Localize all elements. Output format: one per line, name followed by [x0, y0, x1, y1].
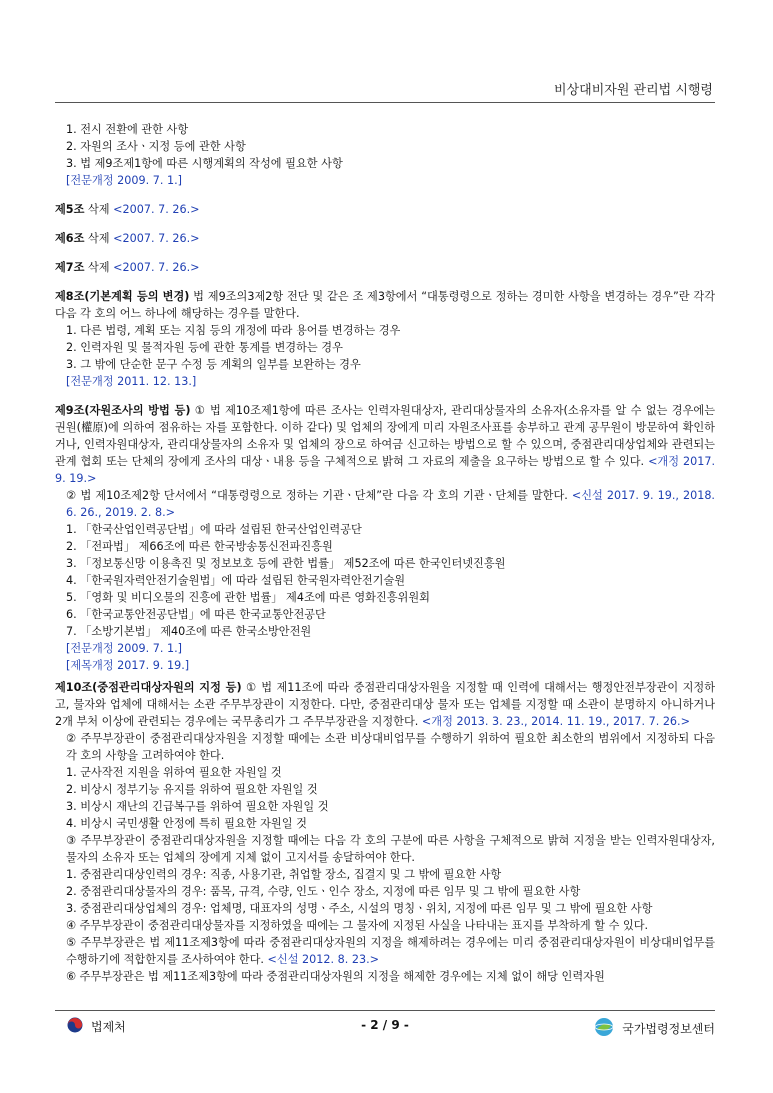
revision-note: [전문개정 2009. 7. 1.]: [66, 642, 183, 655]
footer: [55, 1017, 715, 1039]
article-text: 삭제: [84, 232, 114, 245]
amendment-note[interactable]: <개정 2013. 3. 23., 2014. 11. 19., 2017. 7. 26.>: [421, 715, 690, 728]
document-body: [55, 121, 715, 985]
article-10: [55, 679, 715, 730]
article-title: 제8조(기본계획 등의 변경): [55, 290, 190, 303]
list-item: 1. 「한국산업인력공단법」에 따라 설립된 한국산업인력공단: [66, 523, 362, 536]
amendment-note[interactable]: <신설 2017. 9. 19., 2018. 6. 26., 2019. 2. 8.>: [66, 489, 715, 519]
footer-right: [594, 1017, 715, 1040]
footer-ministry: 법제처: [91, 1020, 126, 1034]
paragraph: ① 법 제11조에 따라 중점관리대상자원을 지정할 때 인력에 대해서는 행정안전부장관이 지정하고, 물자와 업체에 대해서는 소관 주무부장관이 지정한다. 다만, 중점관리대상 물자 또는 업체를 지정할 때 소관이 분명하지 아니하거나 2개 부처 이상에 관련되는 경우에는 국무총리가 그 주무부장관을 지정한다.: [55, 681, 716, 728]
article-9: [55, 402, 715, 487]
revision-note: [제목개정 2017. 9. 19.]: [66, 659, 190, 672]
amendment-note[interactable]: <신설 2012. 8. 23.>: [267, 953, 380, 966]
article-number: 제6조: [55, 232, 85, 245]
list-item: 2. 인력자원 및 물적자원 등에 관한 통계를 변경하는 경우: [66, 341, 343, 354]
paragraph: ② 주무부장관이 중점관리대상자원을 지정할 때에는 소관 비상대비업무를 수행하기 위하여 필요한 최소한의 범위에서 지정하되 다음 각 호의 사항을 고려하여야 한다.: [66, 732, 715, 762]
list-item: 1. 전시 전환에 관한 사항: [66, 123, 189, 136]
list-item: 2. 「전파법」 제66조에 따른 한국방송통신전파진흥원: [66, 540, 333, 553]
article-6: [55, 230, 715, 247]
amendment-note[interactable]: <2007. 7. 26.>: [113, 232, 200, 245]
list-item: 3. 법 제9조제1항에 따른 시행계획의 작성에 필요한 사항: [66, 157, 343, 170]
page-number: - 2 / 9 -: [361, 1018, 409, 1032]
article-title: 제10조(중점관리대상자원의 지정 등): [55, 681, 242, 694]
amendment-note[interactable]: <2007. 7. 26.>: [113, 261, 200, 274]
paragraph: ① 법 제10조제1항에 따른 조사는 인력자원대상자, 관리대상물자의 소유자(소유자를 알 수 없는 경우에는 권원(權原)에 의하여 점유하는 자를 포함한다. 이하 같다) 및 업체의 장에게 미리 자원조사표를 송부하고 관계 공무원이 방문하여 확인하거나, 인력자원대상자, 관리대상물자의 소유자 및 업체의 장으로 하여금 신고하는 방법으로 할 수 있으며, 중점관리대상업체와 관련되는 관계 협회 또는 단체의 장에게 조사의 대상ㆍ내용 등을 구체적으로 밝혀 그 자료의 제출을 요구하는 방법으로 할 수 있다.: [55, 404, 715, 468]
amendment-note[interactable]: <개정 2017. 9. 19.>: [55, 455, 716, 485]
paragraph: ⑥ 주무부장관은 법 제11조제3항에 따라 중점관리대상자원의 지정을 해제한 경우에는 지체 없이 해당 인력자원: [66, 970, 605, 983]
list-item: 1. 다른 법령, 계획 또는 지침 등의 개정에 따라 용어를 변경하는 경우: [66, 324, 401, 337]
paragraph: [55, 934, 715, 968]
list-item: 1. 군사작전 지원을 위하여 필요한 자원일 것: [66, 766, 282, 779]
globe-logo-icon: [594, 1017, 614, 1040]
list-item: 4. 「한국원자력안전기술원법」에 따라 설립된 한국원자력안전기술원: [66, 574, 406, 587]
article-number: 제5조: [55, 203, 85, 216]
amendment-note[interactable]: <2007. 7. 26.>: [113, 203, 200, 216]
article-number: 제7조: [55, 261, 85, 274]
list-item: 3. 그 밖에 단순한 문구 수정 등 계획의 일부를 보완하는 경우: [66, 358, 361, 371]
article-text: 삭제: [84, 261, 114, 274]
paragraph-text: ⑤ 주무부장관은 법 제11조제3항에 따라 중점관리대상자원의 지정을 해제하려는 경우에는 미리 중점관리대상자원이 비상대비업무를 수행하기에 적합한지를 조사하여야 한다.: [66, 936, 715, 966]
paragraph: ③ 주무부장관이 중점관리대상자원을 지정할 때에는 다음 각 호의 구분에 따른 사항을 구체적으로 밝혀 지정을 받는 인력자원대상자, 물자의 소유자 또는 업체의 장에게 지체 없이 고지서를 송달하여야 한다.: [66, 834, 715, 864]
revision-note: [전문개정 2011. 12. 13.]: [66, 375, 197, 388]
article-8: [55, 288, 715, 322]
list-item: 2. 자원의 조사ㆍ지정 등에 관한 사항: [66, 140, 246, 153]
list-item: 3. 「정보통신망 이용촉진 및 정보보호 등에 관한 법률」 제52조에 따른 한국인터넷진흥원: [66, 557, 506, 570]
article-5: [55, 201, 715, 218]
footer-center-name: 국가법령정보센터: [622, 1022, 715, 1036]
paragraph: [55, 487, 715, 521]
list-item: 6. 「한국교통안전공단법」에 따른 한국교통안전공단: [66, 608, 326, 621]
list-item: 5. 「영화 및 비디오물의 진흥에 관한 법률」 제4조에 따른 영화진흥위원회: [66, 591, 430, 604]
article-title: 제9조(자원조사의 방법 등): [55, 404, 191, 417]
list-item: 2. 중점관리대상물자의 경우: 품목, 규격, 수량, 인도ㆍ인수 장소, 지정에 따른 임무 및 그 밖에 필요한 사항: [66, 885, 581, 898]
header-divider: [55, 102, 715, 103]
list-item: 7. 「소방기본법」 제40조에 따른 한국소방안전원: [66, 625, 312, 638]
list-item: 3. 중점관리대상업체의 경우: 업체명, 대표자의 성명ㆍ주소, 시설의 명칭ㆍ위치, 지정에 따른 임무 및 그 밖에 필요한 사항: [66, 902, 653, 915]
paragraph-text: ② 법 제10조제2항 단서에서 “대통령령으로 정하는 기관ㆍ단체”란 다음 각 호의 기관ㆍ단체를 말한다.: [66, 489, 572, 502]
document-title: 비상대비자원 관리법 시행령: [554, 83, 713, 98]
revision-note: [전문개정 2009. 7. 1.]: [66, 174, 183, 187]
article-7: [55, 259, 715, 276]
paragraph: ④ 주무부장관이 중점관리대상물자를 지정하였을 때에는 그 물자에 지정된 사실을 나타내는 표지를 부착하게 할 수 있다.: [66, 919, 649, 932]
article-body: 법 제9조의3제2항 전단 및 같은 조 제3항에서 “대통령령으로 정하는 경미한 사항을 변경하는 경우”란 각각 다음 각 호의 어느 하나에 해당하는 경우를 말한다.: [55, 290, 715, 320]
list-item: 3. 비상시 재난의 긴급복구를 위하여 필요한 자원일 것: [66, 800, 329, 813]
list-item: 2. 비상시 정부기능 유지를 위하여 필요한 자원일 것: [66, 783, 318, 796]
footer-divider: [55, 1010, 715, 1011]
article-text: 삭제: [84, 203, 114, 216]
list-item: 1. 중점관리대상인력의 경우: 직종, 사용기관, 취업할 장소, 집결지 및 그 밖에 필요한 사항: [66, 868, 502, 881]
list-item: 4. 비상시 국민생활 안정에 특히 필요한 자원일 것: [66, 817, 307, 830]
